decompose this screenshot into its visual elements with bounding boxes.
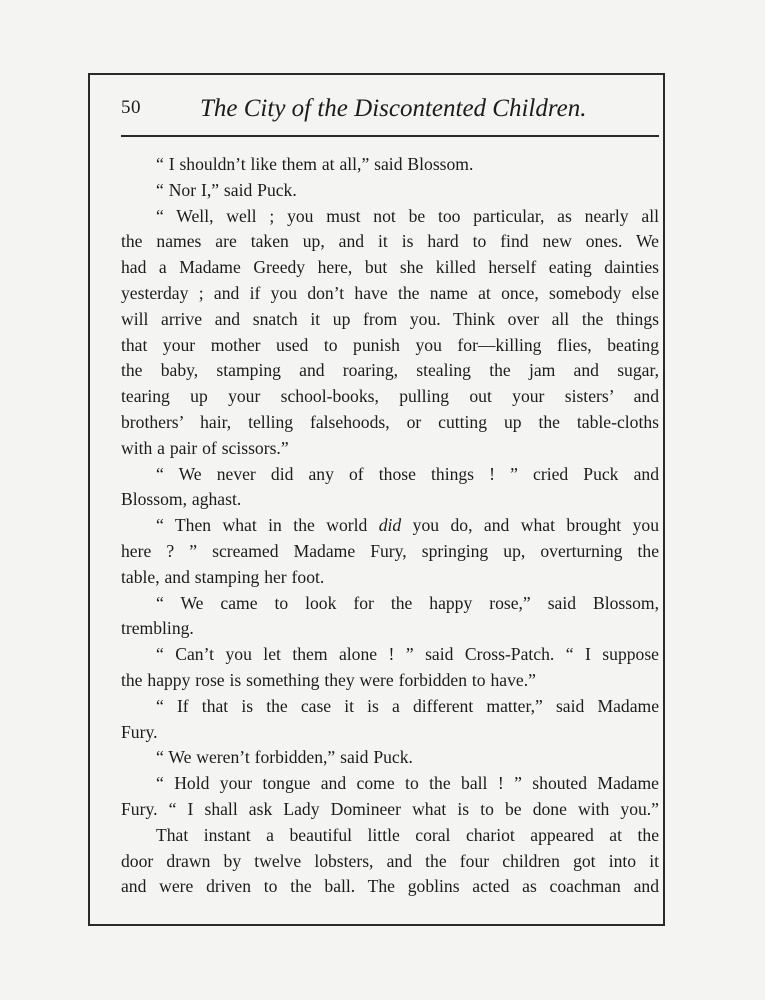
text-line: here ? ” screamed Madame Fury, springing up, overturning the — [121, 540, 659, 561]
text-line: “ We never did any of those things ! ” cried Puck and — [156, 463, 659, 484]
text-line: with a pair of scissors.” — [121, 437, 289, 458]
running-title: The City of the Discontented Children. — [200, 95, 587, 122]
text-line: had a Madame Greedy here, but she killed herself eating dainties — [121, 257, 659, 278]
text-line: the baby, stamping and roaring, stealing the jam and sugar, — [121, 360, 659, 381]
text-line: yesterday ; and if you don’t have the name at once, somebody else — [121, 282, 659, 303]
text-line: will arrive and snatch it up from you. Think over all the things — [121, 308, 659, 329]
text-line: Blossom, aghast. — [121, 489, 242, 510]
header-rule — [121, 135, 659, 137]
text-line: the happy rose is something they were forbidden to have.” — [121, 669, 536, 690]
text-line: tearing up your school-books, pulling out your sisters’ and — [121, 386, 659, 407]
text-line: “ I shouldn’t like them at all,” said Blossom. — [156, 154, 474, 174]
text-line: “ We weren’t forbidden,” said Puck. — [156, 747, 413, 768]
text-line: Fury. — [121, 721, 158, 742]
text-line: the names are taken up, and it is hard to find new ones. We — [121, 231, 659, 252]
text-line: and were driven to the ball. The goblins acted as coachman and — [121, 876, 659, 897]
page-header — [121, 95, 659, 131]
text-line: Fury. “ I shall ask Lady Domineer what is to be done with you.” — [121, 798, 659, 819]
page-number: 50 — [121, 97, 141, 118]
text-line: trembling. — [121, 618, 194, 639]
text-line: That instant a beautiful little coral chariot appeared at the — [156, 824, 659, 845]
text-line: door drawn by twelve lobsters, and the four children got into it — [121, 850, 659, 871]
text-line: “ If that is the case it is a different matter,” said Madame — [156, 695, 659, 716]
text-line: “ We came to look for the happy rose,” said Blossom, — [156, 592, 659, 613]
text-line: “ Can’t you let them alone ! ” said Cross-Patch. “ I suppose — [156, 644, 659, 665]
text-line: “ Nor I,” said Puck. — [156, 179, 297, 200]
text-line: “ Hold your tongue and come to the ball ! ” shouted Madame — [156, 773, 659, 794]
text-line: “ Then what in the world did you do, and what brought you — [156, 515, 659, 536]
text-line: that your mother used to punish you for—killing flies, beating — [121, 334, 659, 355]
text-line: brothers’ hair, telling falsehoods, or cutting up the table-cloths — [121, 411, 659, 432]
text-line: “ Well, well ; you must not be too particular, as nearly all — [156, 205, 659, 226]
text-line: table, and stamping her foot. — [121, 566, 325, 587]
body-text — [121, 152, 659, 900]
